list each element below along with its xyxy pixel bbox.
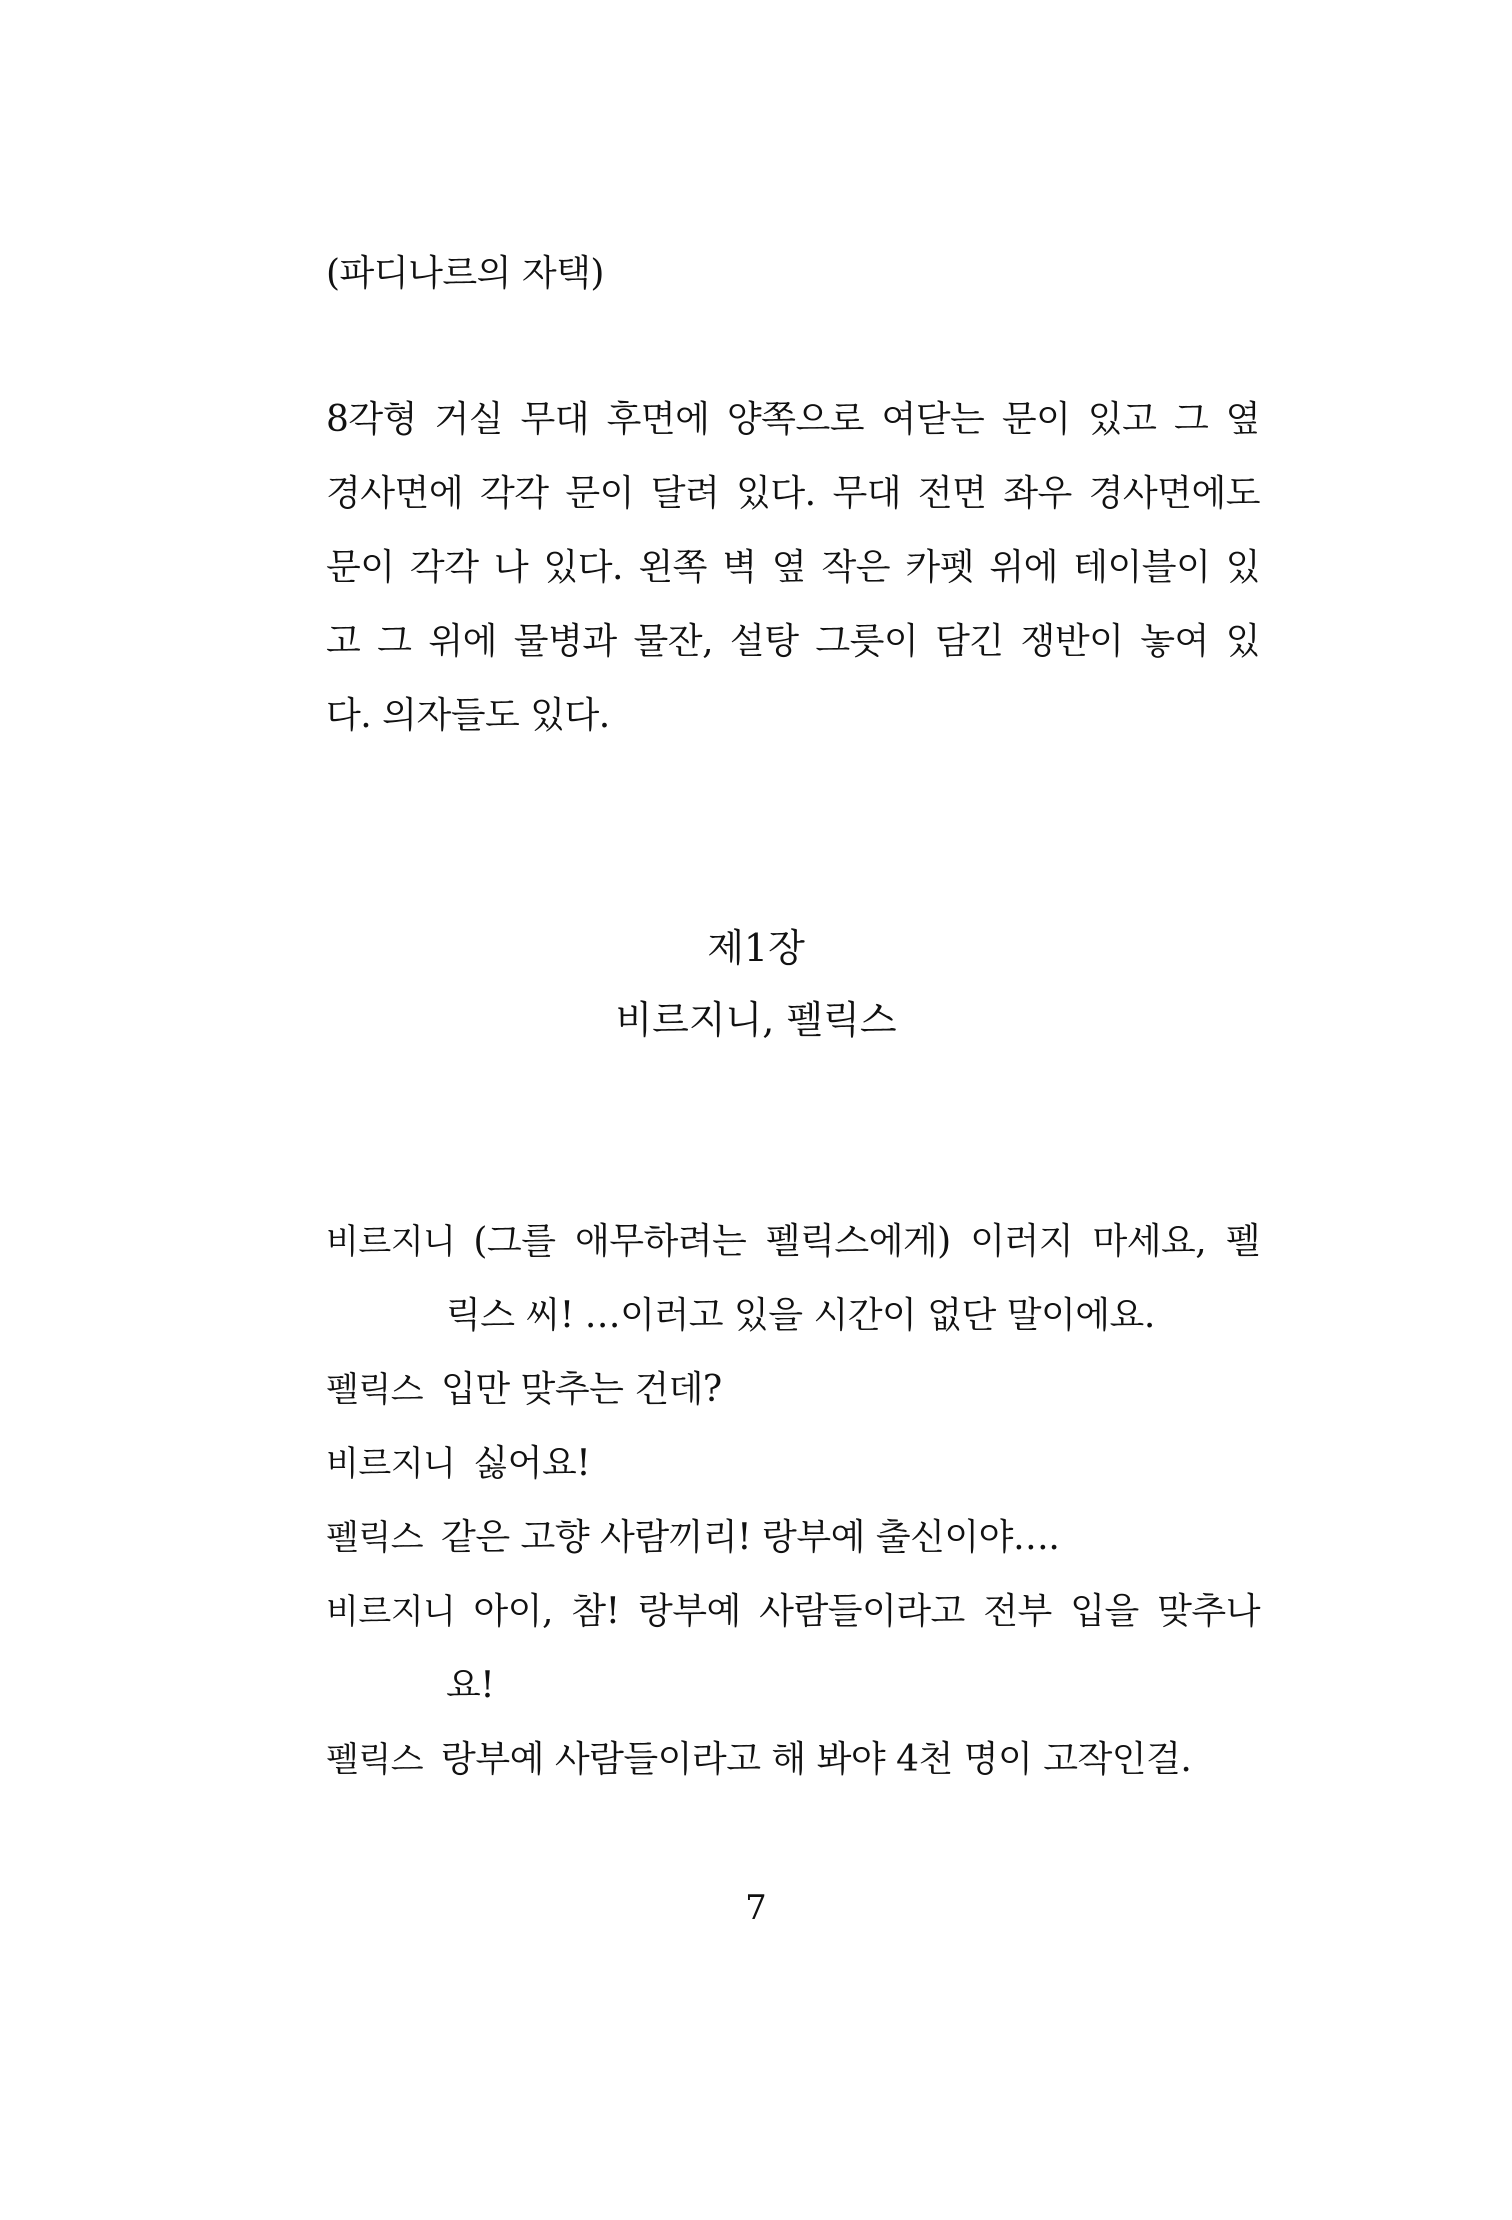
dialogue-line bbox=[326, 1738, 1191, 1782]
dialogue-line bbox=[326, 1368, 722, 1412]
speaker-name: 비르지니 bbox=[326, 1592, 456, 1632]
dialogue-text: 랑부예 사람들이라고 해 봐야 4천 명이 고작인걸. bbox=[441, 1739, 1192, 1780]
stage-direction-line: 고 그 위에 물병과 물잔, 설탕 그릇이 담긴 쟁반이 놓여 있 bbox=[326, 621, 1260, 662]
stage-direction-line: 8각형 거실 무대 후면에 양쪽으로 여닫는 문이 있고 그 옆 bbox=[326, 399, 1260, 440]
dialogue-line bbox=[326, 1516, 1059, 1560]
stage-direction-line: 다. 의자들도 있다. bbox=[326, 695, 610, 736]
dialogue-continuation: 요! bbox=[446, 1665, 495, 1706]
dialogue-line bbox=[326, 1590, 1260, 1634]
scene-characters-heading: 비르지니, 펠릭스 bbox=[615, 998, 897, 1042]
dialogue-text: 아이, 참! 랑부예 사람들이라고 전부 입을 맞추나 bbox=[473, 1591, 1260, 1632]
stage-direction-line: 경사면에 각각 문이 달려 있다. 무대 전면 좌우 경사면에도 bbox=[326, 473, 1260, 514]
dialogue-line bbox=[326, 1442, 590, 1486]
dialogue-text: 입만 맞추는 건데? bbox=[441, 1369, 722, 1410]
page-number: 7 bbox=[745, 1888, 767, 1928]
stage-direction-line: 문이 각각 나 있다. 왼쪽 벽 옆 작은 카펫 위에 테이블이 있 bbox=[326, 547, 1260, 588]
speaker-name: 펠릭스 bbox=[326, 1740, 424, 1780]
dialogue-text: 같은 고향 사람끼리! 랑부예 출신이야…. bbox=[441, 1517, 1060, 1558]
speaker-name: 펠릭스 bbox=[326, 1370, 424, 1410]
dialogue-line bbox=[326, 1220, 1260, 1264]
speaker-name: 비르지니 bbox=[326, 1444, 456, 1484]
scene-number-heading: 제1장 bbox=[707, 926, 805, 970]
dialogue-continuation: 릭스 씨! …이러고 있을 시간이 없단 말이에요. bbox=[446, 1295, 1155, 1336]
setting-direction: (파디나르의 자택) bbox=[326, 253, 604, 294]
dialogue-text: (그를 애무하려는 펠릭스에게) 이러지 마세요, 펠 bbox=[473, 1221, 1260, 1262]
speaker-name: 비르지니 bbox=[326, 1222, 456, 1262]
dialogue-text: 싫어요! bbox=[473, 1443, 591, 1484]
speaker-name: 펠릭스 bbox=[326, 1518, 424, 1558]
